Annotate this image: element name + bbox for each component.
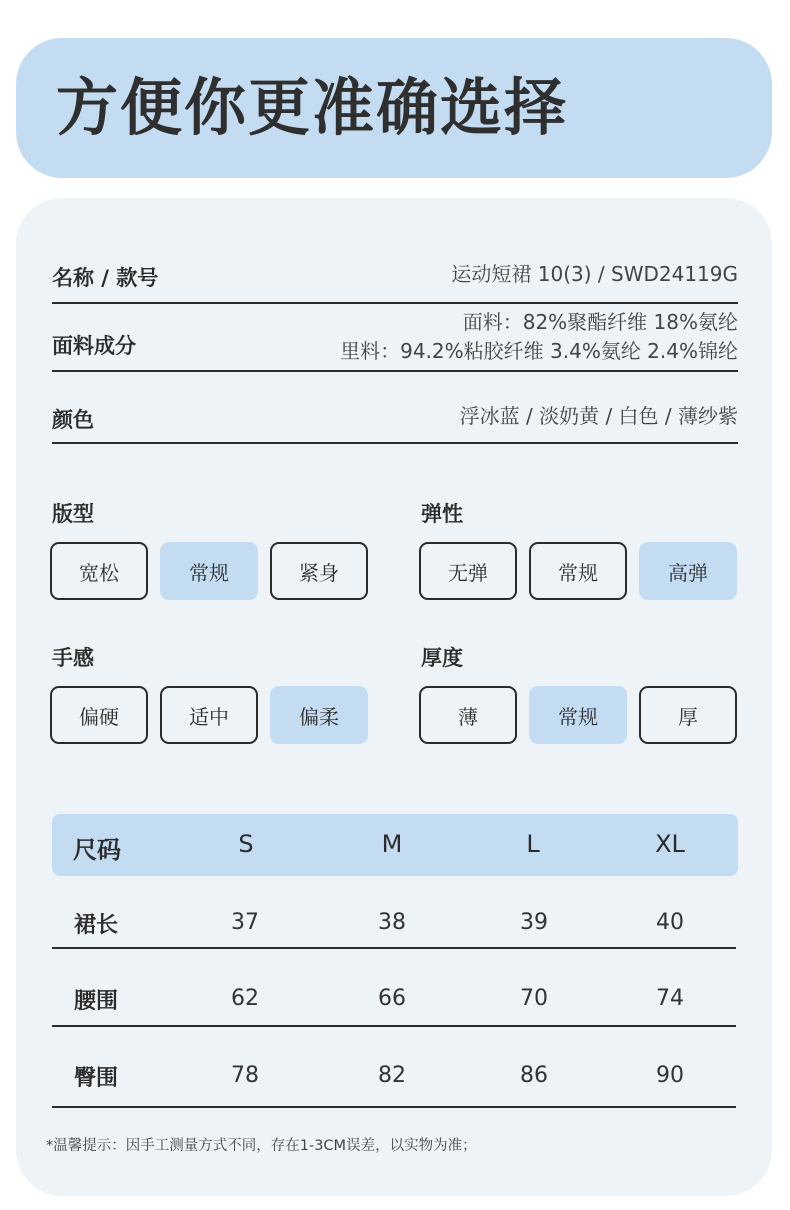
row-label-hip: 臀围 bbox=[74, 1066, 119, 1091]
header-banner bbox=[16, 38, 772, 178]
size-header-m: M bbox=[381, 830, 403, 858]
feel-title: 手感 bbox=[52, 646, 94, 670]
table-cell: 70 bbox=[520, 986, 548, 1011]
color-value: 浮冰蓝 / 淡奶黄 / 白色 / 薄纱紫 bbox=[459, 404, 738, 428]
table-cell: 82 bbox=[378, 1063, 406, 1088]
table-cell: 74 bbox=[656, 986, 684, 1011]
size-header-xl: XL bbox=[655, 830, 685, 858]
name-label: 名称 / 款号 bbox=[52, 266, 159, 290]
thickness-option-thick[interactable]: 厚 bbox=[639, 686, 737, 744]
row-divider bbox=[52, 1025, 736, 1027]
table-cell: 90 bbox=[656, 1063, 684, 1088]
fabric-label: 面料成分 bbox=[52, 334, 136, 358]
feel-option-hard[interactable]: 偏硬 bbox=[50, 686, 148, 744]
size-table-header bbox=[52, 814, 738, 876]
table-cell: 40 bbox=[656, 910, 684, 935]
measurement-note: *温馨提示：因手工测量方式不同，存在1-3CM误差，以实物为准； bbox=[46, 1138, 477, 1154]
table-cell: 39 bbox=[520, 910, 548, 935]
feel-option-medium[interactable]: 适中 bbox=[160, 686, 258, 744]
table-cell: 37 bbox=[231, 910, 259, 935]
row-label-length: 裙长 bbox=[74, 913, 119, 938]
fabric-line-2: 里料：94.2%粘胶纤维 3.4%氨纶 2.4%锦纶 bbox=[340, 339, 738, 363]
elasticity-option-high[interactable]: 高弹 bbox=[639, 542, 737, 600]
name-value: 运动短裙 10(3) / SWD24119G bbox=[451, 262, 738, 286]
thickness-option-thin[interactable]: 薄 bbox=[419, 686, 517, 744]
feel-option-soft[interactable]: 偏柔 bbox=[270, 686, 368, 744]
row-divider bbox=[52, 947, 736, 949]
row-label-waist: 腰围 bbox=[74, 989, 119, 1014]
color-label: 颜色 bbox=[52, 408, 94, 432]
spec-card bbox=[16, 198, 772, 1196]
size-header-label: 尺码 bbox=[73, 836, 121, 864]
info-row-fabric bbox=[52, 304, 738, 372]
table-cell: 66 bbox=[378, 986, 406, 1011]
row-divider bbox=[52, 1106, 736, 1108]
thickness-option-regular[interactable]: 常规 bbox=[529, 686, 627, 744]
fit-option-regular[interactable]: 常规 bbox=[160, 542, 258, 600]
size-header-s: S bbox=[238, 830, 254, 858]
elasticity-option-none[interactable]: 无弹 bbox=[419, 542, 517, 600]
size-header-l: L bbox=[526, 830, 540, 858]
table-cell: 62 bbox=[231, 986, 259, 1011]
thickness-title: 厚度 bbox=[421, 646, 463, 670]
table-cell: 78 bbox=[231, 1063, 259, 1088]
fit-option-slim[interactable]: 紧身 bbox=[270, 542, 368, 600]
table-cell: 86 bbox=[520, 1063, 548, 1088]
elasticity-option-regular[interactable]: 常规 bbox=[529, 542, 627, 600]
fabric-line-1: 面料：82%聚酯纤维 18%氨纶 bbox=[462, 310, 738, 334]
fit-option-loose[interactable]: 宽松 bbox=[50, 542, 148, 600]
fit-title: 版型 bbox=[52, 502, 94, 526]
page-title: 方便你更准确选择 bbox=[56, 71, 569, 144]
info-row-color bbox=[52, 372, 738, 444]
table-cell: 38 bbox=[378, 910, 406, 935]
info-row-name bbox=[52, 250, 738, 304]
elasticity-title: 弹性 bbox=[421, 502, 463, 526]
